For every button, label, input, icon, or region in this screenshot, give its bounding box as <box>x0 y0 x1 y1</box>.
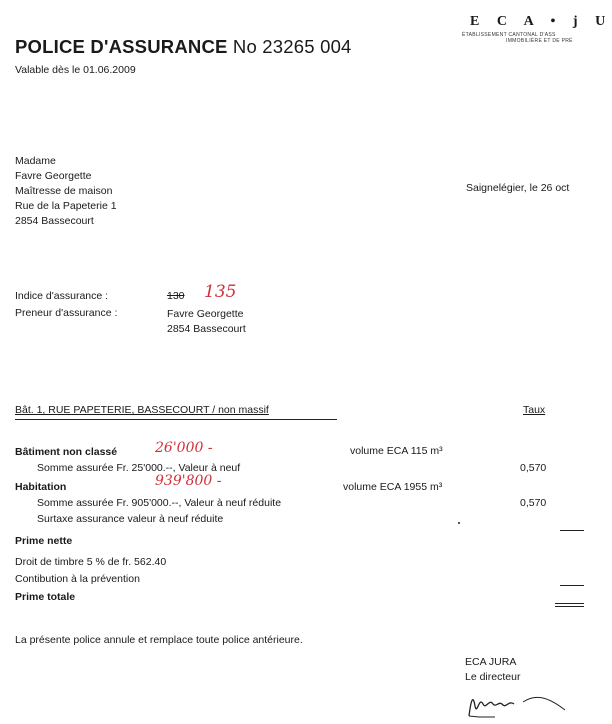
title-text: POLICE D'ASSURANCE <box>15 36 228 57</box>
subtotal-rule <box>560 530 584 531</box>
recipient-line: 2854 Bassecourt <box>15 215 94 227</box>
total-premium-label: Prime totale <box>15 591 76 603</box>
policy-number: No 23265 004 <box>232 36 352 57</box>
holder-line: 2854 Bassecourt <box>167 323 246 335</box>
logo-subtitle-2: IMMOBILIÈRE ET DE PRÉ <box>506 38 573 44</box>
net-premium-label: Prime nette <box>15 535 73 547</box>
recipient-line: Maîtresse de maison <box>15 185 113 197</box>
sum-prefix: Somme assurée Fr. <box>37 497 129 509</box>
stray-dot <box>458 522 460 524</box>
building-header-rule <box>15 419 337 420</box>
prevention-label: Contibution à la prévention <box>15 573 140 585</box>
index-label: Indice d'assurance : <box>15 290 109 302</box>
holder-line: Favre Georgette <box>167 308 244 320</box>
holder-label: Preneur d'assurance : <box>15 307 118 319</box>
index-value: 130 <box>167 290 185 302</box>
sum-prefix: Somme assurée Fr. <box>37 462 129 474</box>
item-sum <box>37 497 281 509</box>
item-title: Habitation <box>15 481 67 493</box>
sum-value: 905'000.--, Valeur à neuf réduite <box>131 497 282 509</box>
cancellation-notice: La présente police annule et remplace toute police antérieure. <box>15 634 303 646</box>
signature-role: Le directeur <box>465 671 521 683</box>
recipient-line: Madame <box>15 155 56 167</box>
signature-org: ECA JURA <box>465 656 517 668</box>
rate-header: Taux <box>523 404 546 416</box>
building-header: Bât. 1, RUE PAPETERIE, BASSECOURT / non massif <box>15 404 269 416</box>
handwritten-index: 135 <box>204 282 237 302</box>
place-date: Saignelégier, le 26 oct <box>466 182 570 194</box>
handwritten-signature <box>465 686 580 722</box>
recipient-address <box>15 154 117 229</box>
valid-from: Valable dès le 01.06.2009 <box>15 64 136 76</box>
sum-value: 25'000.--, Valeur à neuf <box>131 462 241 474</box>
item-rate: 0,570 <box>520 462 547 474</box>
eca-logo: E C A • j U <box>470 14 612 29</box>
handwritten-amount: 26'000 - <box>155 440 213 456</box>
item-rate: 0,570 <box>520 497 547 509</box>
logo-subtitle-1: ÉTABLISSEMENT CANTONAL D'ASS <box>462 32 556 38</box>
item-surcharge: Surtaxe assurance valeur à neuf réduite <box>37 513 224 525</box>
item-volume: volume ECA 1955 m³ <box>343 481 443 493</box>
prevention-rule <box>560 585 584 586</box>
recipient-line: Rue de la Papeterie 1 <box>15 200 117 212</box>
stamp-duty-label: Droit de timbre 5 % de fr. 562.40 <box>15 556 167 568</box>
total-rule-1 <box>555 603 584 604</box>
signature-block <box>465 655 520 685</box>
total-rule-2 <box>555 606 584 607</box>
item-title: Bâtiment non classé <box>15 446 118 458</box>
recipient-line: Favre Georgette <box>15 170 92 182</box>
holder-name <box>167 307 246 337</box>
item-volume: volume ECA 115 m³ <box>350 445 443 457</box>
handwritten-amount: 939'800 - <box>155 473 222 489</box>
page-title <box>15 36 352 58</box>
